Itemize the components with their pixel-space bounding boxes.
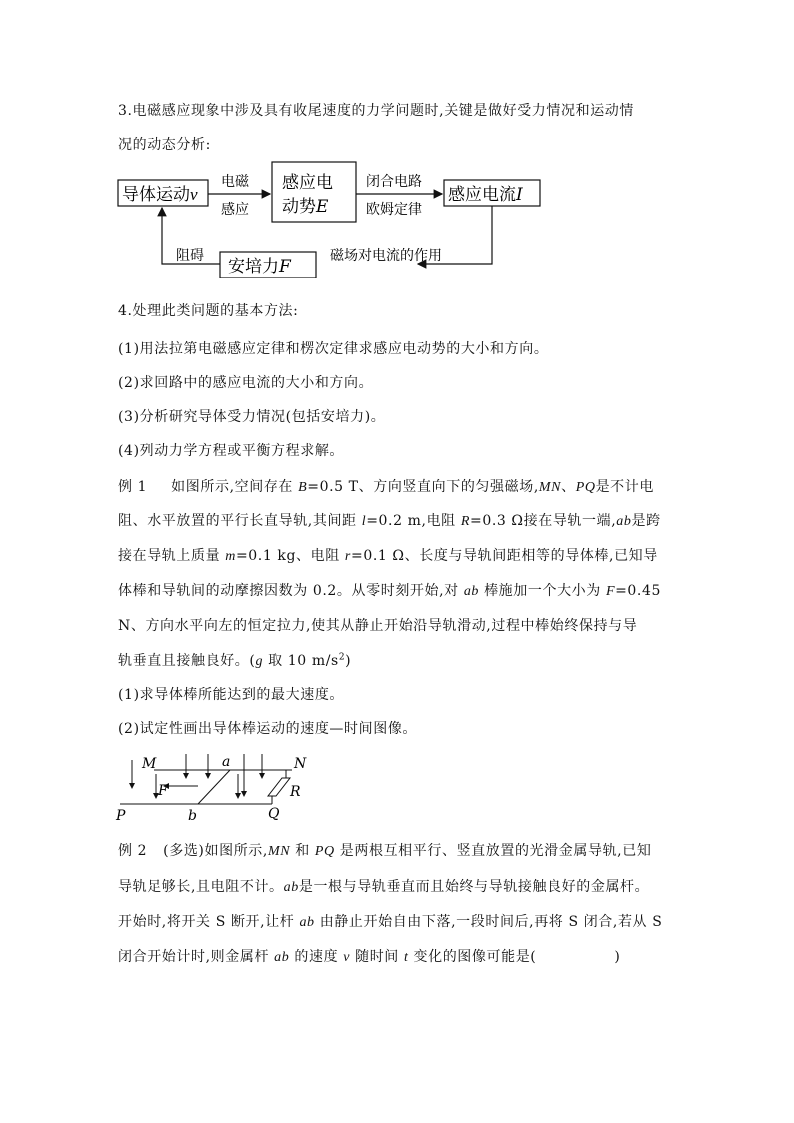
box2-line2: 动势 [282,197,316,217]
arrow2-top: 闭合电路 [366,174,422,190]
text: 接在导轨上质量 [118,548,226,564]
arrow1-top: 电磁 [221,174,249,190]
example1-line2 [118,510,661,530]
label-M: M [142,756,157,772]
box2-line1: 感应电 [282,173,333,193]
example1-line1 [118,476,654,496]
text: =0.5 T、方向竖直向下的匀强磁场, [307,479,539,495]
text: 闭合开始计时,则金属杆 [118,949,275,965]
var-B: B [298,480,308,495]
example1-q2: (2)试定性画出导体棒运动的速度—时间图像。 [118,721,418,737]
var-ab: ab [283,880,299,895]
rail-figure [112,748,322,826]
section4-item-2: (2)求回路中的感应电流的大小和方向。 [118,375,374,391]
arrow2-bottom: 欧姆定律 [366,202,422,218]
example1-line4 [118,580,661,600]
text: (多选)如图所示, [163,843,268,859]
var-MN: MN [267,844,291,859]
example1-line5: N、方向水平向左的恒定拉力,使其从静止开始沿导轨滑动,过程中棒始终保持与导 [118,618,638,634]
example2-label: 例 2 [118,843,148,859]
text: =0.1 Ω、长度与导轨间距相等的导体棒,已知导 [350,548,658,564]
label-R: R [290,784,301,800]
box3-var: I [516,185,523,205]
text: 的速度 [289,949,344,965]
text: 取 10 m/s [263,653,339,669]
text: 阻、水平放置的平行长直导轨,其间距 [118,513,362,529]
var-t: t [403,950,409,965]
section4-title: 4.处理此类问题的基本方法: [118,303,299,319]
label-b: b [188,808,197,824]
text: ) [614,949,621,965]
example2-line2 [118,876,649,896]
example2-line3 [118,911,662,931]
var-m: m [225,549,236,564]
label-P: P [116,808,126,824]
var-R: R [460,514,470,529]
var-l: l [361,514,367,529]
section4-item-4: (4)列动力学方程或平衡方程求解。 [118,443,345,459]
text: 由静止开始自由下落,一段时间后,再将 S 闭合,若从 S [314,914,663,930]
var-ab: ab [463,584,480,599]
example2-line1 [118,840,651,860]
text: =0.2 m,电阻 [366,513,461,529]
text: 棒施加一个大小为 [479,583,606,599]
example2-line4 [118,946,620,966]
box1-var: v [190,185,198,204]
text: 、 [561,479,576,495]
var-F: F [605,584,616,599]
svg-text:安培力F [228,257,292,277]
box3-text: 感应电流 [448,185,516,205]
label-a: a [222,754,231,770]
label-Q: Q [268,806,280,822]
example1-line3 [118,545,658,565]
text: 体棒和导轨间的动摩擦因数为 0.2。从零时刻开始,对 [118,583,464,599]
label-N: N [294,756,307,772]
text: 随时间 [350,949,404,965]
text: =0.3 Ω接在导轨一端, [469,513,617,529]
text: 开始时,将开关 S 断开,让杆 [118,914,300,930]
var-MN: MN [538,480,562,495]
var-ab: ab [616,514,632,529]
box1-text: 导体运动 [122,185,190,205]
svg-text:感应电流I [448,185,523,205]
text: 导轨足够长,且电阻不计。 [118,879,284,895]
box2-var: E [316,197,329,217]
var-v: v [343,950,351,965]
text: 和 [290,843,315,859]
text: 是不计电 [595,479,654,495]
var-ab: ab [274,950,290,965]
var-g: g [255,654,264,669]
section4-item-1: (1)用法拉第电磁感应定律和楞次定律求感应电动势的大小和方向。 [118,341,549,357]
var-PQ: PQ [575,480,596,495]
text: 是两根互相平行、竖直放置的光滑金属导轨,已知 [334,843,652,859]
text: =0.1 kg、电阻 [235,548,345,564]
text: ) [345,653,352,669]
section3-line1: 3.电磁感应现象中涉及具有收尾速度的力学问题时,关键是做好受力情况和运动情 [118,103,635,119]
example1-q1: (1)求导体棒所能达到的最大速度。 [118,687,345,703]
var-PQ: PQ [314,844,335,859]
section4-item-3: (3)分析研究导体受力情况(包括安培力)。 [118,409,386,425]
text: 是跨 [631,513,661,529]
box4-text: 安培力 [228,257,279,277]
box4-var: F [279,257,291,277]
example1-line6 [118,650,351,670]
flowchart [112,158,552,278]
var-r: r [344,549,351,564]
section3-line2: 况的动态分析: [118,137,211,153]
example1-label: 例 1 [118,479,148,495]
text: 变化的图像可能是( [408,949,537,965]
text: 如图所示,空间存在 [171,479,299,495]
arrow1-bottom: 感应 [221,202,249,218]
text: =0.45 [615,583,661,599]
label-F: F [158,783,168,799]
var-ab: ab [299,915,315,930]
svg-text:导体运动v [122,185,198,205]
text: 是一根与导轨垂直而且始终与导轨接触良好的金属杆。 [298,879,650,895]
superscript: 2 [338,652,346,663]
arrow-return-right: 磁场对电流的作用 [330,248,442,264]
arrow-return-left: 阻碍 [176,248,204,264]
svg-text:动势E [282,197,329,217]
text: 轨垂直且接触良好。( [118,653,256,669]
